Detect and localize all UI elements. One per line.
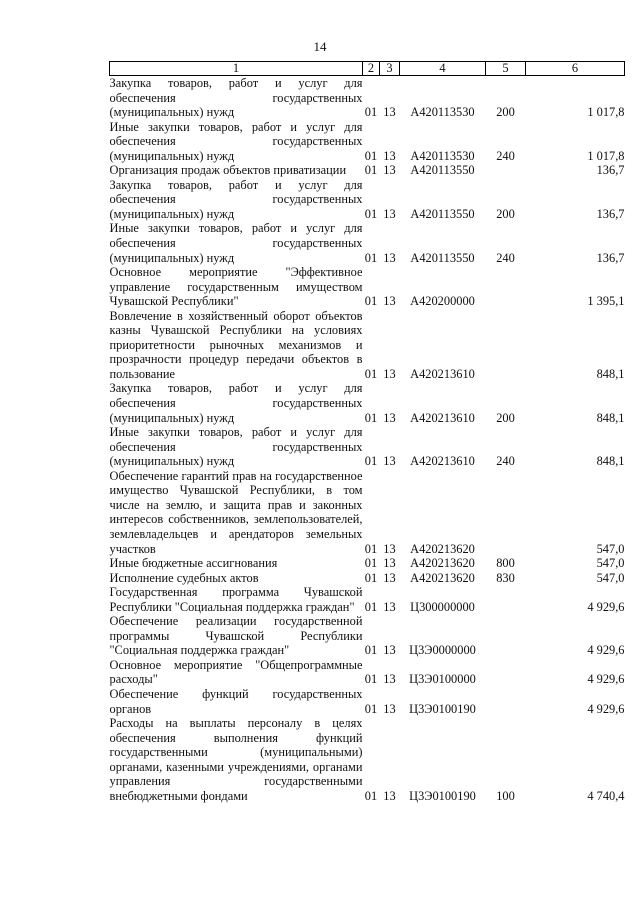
row-name: Обеспечение функций государственных органов <box>109 686 363 716</box>
row-section: 01 <box>364 701 378 716</box>
row-target-article: А420213610 <box>410 410 475 425</box>
row-subsection: 13 <box>383 163 396 178</box>
row-section: 01 <box>364 105 378 120</box>
row-target-article: А420113530 <box>410 105 475 120</box>
row-expense-type: 800 <box>496 556 515 571</box>
row-target-article: Ц300000000 <box>410 599 475 614</box>
table-row <box>110 556 625 571</box>
row-target-article: А420113550 <box>410 250 475 265</box>
row-amount: 136,7 <box>596 163 625 178</box>
row-section: 01 <box>364 556 378 571</box>
row-amount: 4 929,6 <box>587 672 625 687</box>
table-row <box>110 425 625 469</box>
row-section: 01 <box>364 599 378 614</box>
row-expense-type <box>486 469 526 556</box>
table-row <box>110 469 625 556</box>
row-target-article: А420213620 <box>410 556 475 571</box>
table-row <box>110 309 625 382</box>
row-section: 01 <box>364 148 378 163</box>
column-header-2: 2 <box>363 62 380 76</box>
table-row <box>110 76 625 120</box>
row-amount: 547,0 <box>596 541 625 556</box>
table-header-row <box>110 62 625 76</box>
table-row <box>110 571 625 586</box>
row-expense-type: 240 <box>496 250 515 265</box>
table-row <box>110 585 625 614</box>
row-expense-type: 240 <box>496 454 515 469</box>
column-header-1: 1 <box>110 62 363 76</box>
row-name: Иные закупки товаров, работ и услуг для обеспечения государственных (муниципальных) нужд <box>109 221 363 265</box>
row-subsection: 13 <box>383 541 396 556</box>
row-name: Иные закупки товаров, работ и услуг для обеспечения государственных (муниципальных) нужд <box>109 119 363 163</box>
row-subsection: 13 <box>383 250 396 265</box>
row-expense-type: 200 <box>496 410 515 425</box>
row-target-article: А420113550 <box>410 206 475 221</box>
row-name: Иные закупки товаров, работ и услуг для обеспечения государственных (муниципальных) нужд <box>109 425 363 469</box>
row-amount: 136,7 <box>596 250 625 265</box>
row-target-article: Ц3Э0100000 <box>409 672 476 687</box>
column-header-4: 4 <box>400 62 486 76</box>
row-subsection: 13 <box>383 206 396 221</box>
row-expense-type <box>486 687 526 716</box>
row-amount: 547,0 <box>596 570 625 585</box>
row-amount: 4 929,6 <box>587 701 625 716</box>
row-subsection: 13 <box>383 701 396 716</box>
row-target-article: А420213620 <box>410 570 475 585</box>
row-name: Закупка товаров, работ и услуг для обеспечения государственных (муниципальных) нужд <box>109 76 363 120</box>
row-amount: 1 395,1 <box>587 294 625 309</box>
row-amount: 848,1 <box>596 410 625 425</box>
row-target-article: А420213610 <box>410 454 475 469</box>
row-amount: 547,0 <box>596 556 625 571</box>
row-name: Вовлечение в хозяйственный оборот объектов казны Чувашской Республики на условиях приоритетности рыночных механизмов и прозрачности процедур передачи объектов в пользование <box>109 308 363 381</box>
row-expense-type <box>486 585 526 614</box>
row-target-article: А420213610 <box>410 366 475 381</box>
row-subsection: 13 <box>383 672 396 687</box>
table-row <box>110 120 625 164</box>
row-name: Государственная программа Чувашской Республики "Социальная поддержка граждан" <box>109 585 363 614</box>
row-subsection: 13 <box>383 788 396 803</box>
row-subsection: 13 <box>383 643 396 658</box>
row-amount: 848,1 <box>596 366 625 381</box>
row-name: Обеспечение реализации государственной программы Чувашской Республики "Социальная поддержка граждан" <box>109 614 363 658</box>
row-amount: 4 929,6 <box>587 599 625 614</box>
row-expense-type <box>486 163 526 178</box>
row-name: Исполнение судебных актов <box>109 570 259 585</box>
row-name: Основное мероприятие "Эффективное управление государственным имуществом Чувашской Республики" <box>109 265 363 309</box>
row-expense-type <box>486 309 526 382</box>
row-name: Иные бюджетные ассигнования <box>109 556 278 571</box>
row-section: 01 <box>364 541 378 556</box>
row-expense-type: 240 <box>496 148 515 163</box>
row-name: Закупка товаров, работ и услуг для обеспечения государственных (муниципальных) нужд <box>109 381 363 425</box>
table-row <box>110 658 625 687</box>
row-expense-type: 830 <box>496 570 515 585</box>
row-section: 01 <box>364 643 378 658</box>
row-target-article: Ц3Э0000000 <box>409 643 476 658</box>
row-subsection: 13 <box>383 556 396 571</box>
row-name: Закупка товаров, работ и услуг для обеспечения государственных (муниципальных) нужд <box>109 177 363 221</box>
row-target-article: А420200000 <box>410 294 475 309</box>
row-section: 01 <box>364 410 378 425</box>
row-subsection: 13 <box>383 570 396 585</box>
row-amount: 136,7 <box>596 206 625 221</box>
row-section: 01 <box>364 206 378 221</box>
row-subsection: 13 <box>383 454 396 469</box>
row-subsection: 13 <box>383 105 396 120</box>
row-section: 01 <box>364 454 378 469</box>
table-row <box>110 221 625 265</box>
row-subsection: 13 <box>383 599 396 614</box>
row-name: Организация продаж объектов приватизации <box>109 163 347 178</box>
row-target-article: Ц3Э0100190 <box>409 788 476 803</box>
row-name: Расходы на выплаты персоналу в целях обеспечения выполнения функций государственными (муниципальными) органами, казенными учреждениями, органами управления государственными внебюджетными фондами <box>109 716 363 803</box>
table-row <box>110 163 625 178</box>
row-section: 01 <box>364 570 378 585</box>
row-target-article: А420213620 <box>410 541 475 556</box>
row-section: 01 <box>364 294 378 309</box>
table-row <box>110 178 625 222</box>
row-target-article: А420113530 <box>410 148 475 163</box>
row-name: Основное мероприятие "Общепрограммные расходы" <box>109 657 363 687</box>
row-expense-type <box>486 265 526 309</box>
row-amount: 4 929,6 <box>587 643 625 658</box>
row-name: Обеспечение гарантий прав на государственное имущество Чувашской Республики, в том числе на землю, и защита прав и законных интересов собственников, землепользователей, землевладельцев и арендаторов земельных участков <box>109 468 363 556</box>
table-body <box>110 76 625 804</box>
column-header-6: 6 <box>526 62 625 76</box>
row-section: 01 <box>364 366 378 381</box>
row-expense-type: 100 <box>496 788 515 803</box>
table-row <box>110 614 625 658</box>
page-number: 14 <box>313 39 327 54</box>
row-expense-type: 200 <box>496 206 515 221</box>
row-amount: 1 017,8 <box>587 148 625 163</box>
row-target-article: Ц3Э0100190 <box>409 701 476 716</box>
row-section: 01 <box>364 250 378 265</box>
table-row <box>110 265 625 309</box>
row-expense-type <box>486 614 526 658</box>
row-amount: 1 017,8 <box>587 105 625 120</box>
row-section: 01 <box>364 672 378 687</box>
row-section: 01 <box>364 788 378 803</box>
row-expense-type <box>486 658 526 687</box>
row-section: 01 <box>364 163 378 178</box>
row-expense-type: 200 <box>496 105 515 120</box>
column-header-3: 3 <box>380 62 400 76</box>
table-row <box>110 381 625 425</box>
column-header-5: 5 <box>486 62 526 76</box>
row-subsection: 13 <box>383 148 396 163</box>
budget-table <box>109 61 625 803</box>
table-row <box>110 687 625 716</box>
row-subsection: 13 <box>383 294 396 309</box>
row-amount: 848,1 <box>596 454 625 469</box>
row-amount: 4 740,4 <box>587 788 625 803</box>
row-subsection: 13 <box>383 410 396 425</box>
row-subsection: 13 <box>383 366 396 381</box>
table-row <box>110 716 625 803</box>
row-target-article: А420113550 <box>410 163 475 178</box>
